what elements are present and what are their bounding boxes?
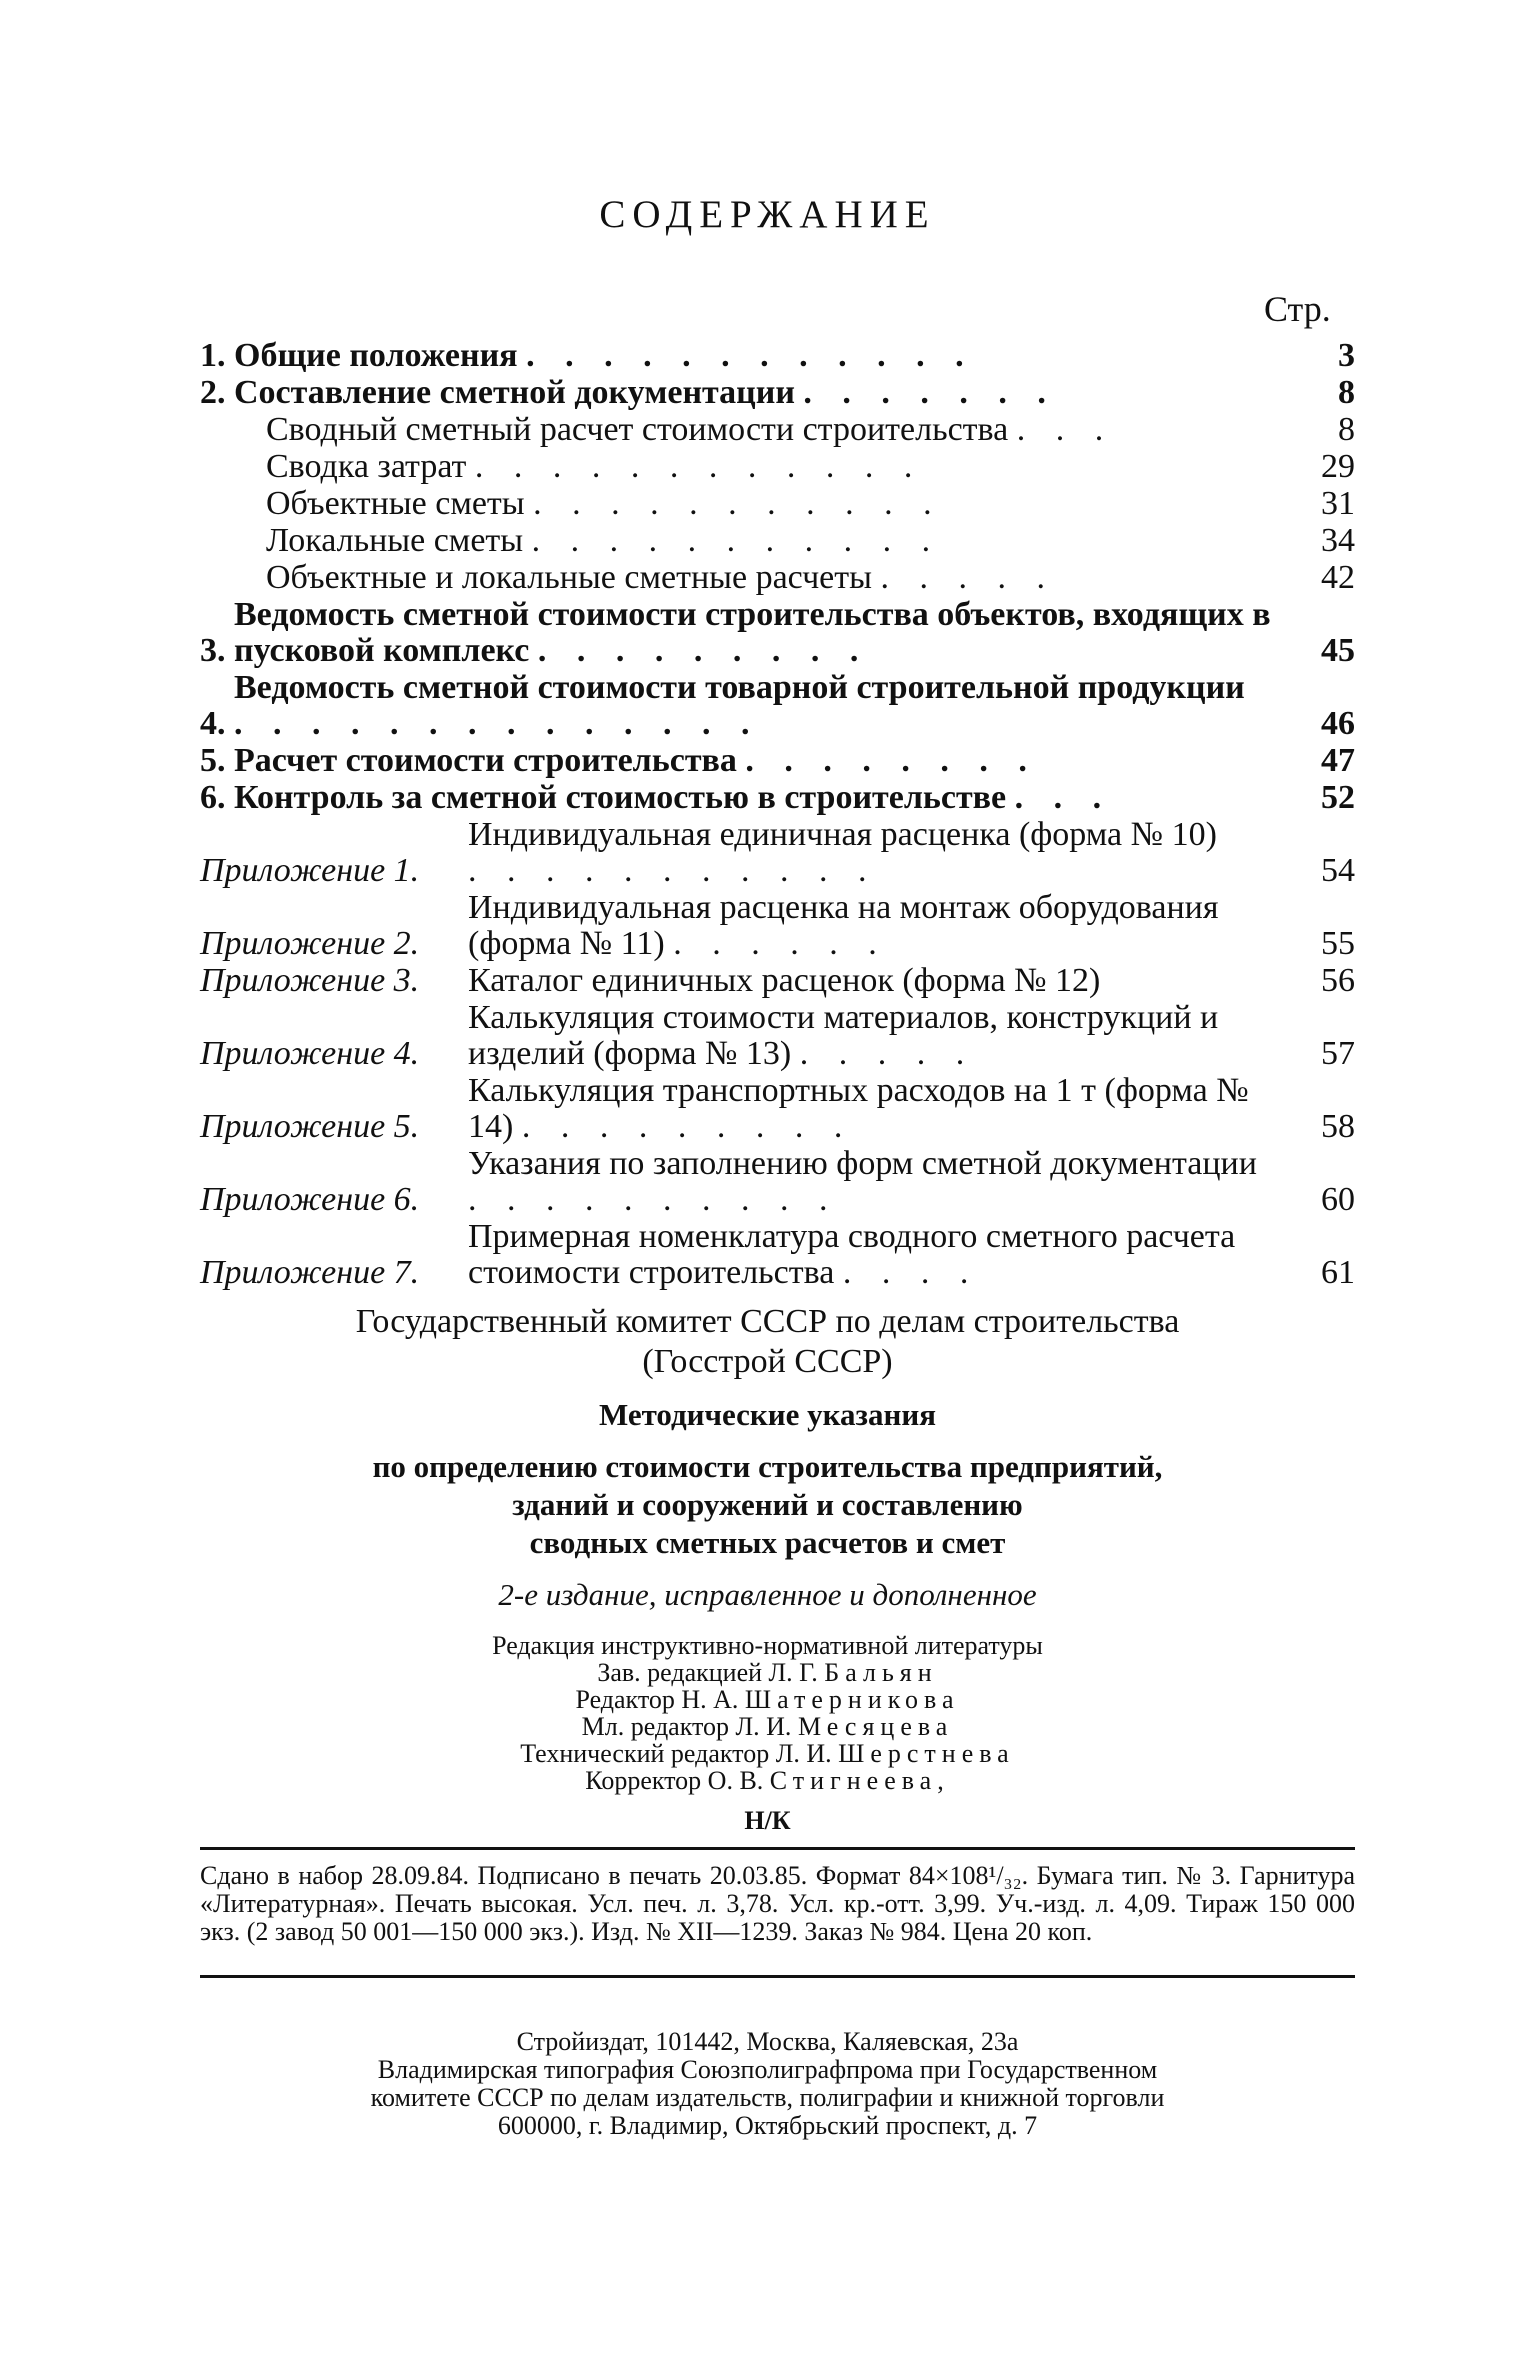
toc-leader-dots: . . . . — [842, 1254, 980, 1291]
toc-entry-text — [234, 780, 1355, 816]
credit-role: Редакция инструктивно-нормативной литературы — [492, 1631, 1043, 1660]
toc-entry-label: Индивидуальная единичная расценка (форма № 10) — [468, 816, 1217, 853]
toc-list — [200, 338, 1355, 1292]
toc-entry-number: 2. — [200, 374, 234, 411]
toc-entry — [200, 338, 1355, 374]
toc-entry-number: Приложение 7. — [200, 1254, 420, 1291]
toc-entry — [200, 1000, 1355, 1072]
toc-entry — [200, 375, 1355, 411]
toc-entry-label: Индивидуальная расценка на монтаж оборудования (форма № 11) — [468, 889, 1219, 962]
book-subtitle: зданий и сооружений и составлению — [512, 1487, 1023, 1522]
toc-entry-text — [200, 486, 1355, 522]
toc-entry-text — [468, 1219, 1355, 1291]
toc-leader-dots: . . . . . . . . . — [537, 632, 870, 669]
toc-entry-label: Калькуляция транспортных расходов на 1 т (форма № 14) — [468, 1072, 1249, 1145]
toc-entry-number: 3. — [200, 632, 234, 669]
toc-entry — [200, 1219, 1355, 1291]
toc-entry-number: Приложение 2. — [200, 925, 420, 962]
toc-entry-text — [234, 743, 1355, 779]
toc-leader-dots: . . . . . — [799, 1035, 976, 1072]
toc-entry-number: Приложение 1. — [200, 852, 420, 889]
toc-entry — [200, 560, 1355, 596]
publisher-line: 600000, г. Владимир, Октябрьский проспект, д. 7 — [497, 2111, 1038, 2140]
toc-entry-label: Указания по заполнению форм сметной документации — [468, 1145, 1257, 1182]
nk-mark: Н/К — [744, 1806, 791, 1835]
toc-entry-page: 55 — [1321, 925, 1355, 962]
toc-entry-page: 42 — [1321, 559, 1355, 596]
toc-leader-dots: . . . — [1016, 411, 1115, 448]
toc-leader-dots: . . . . . . . . . — [521, 1108, 854, 1145]
toc-entry-page: 47 — [1321, 742, 1355, 779]
credit-line — [0, 1686, 1535, 1713]
toc-leader-dots: . . . — [1014, 779, 1113, 816]
toc-leader-dots: . . . . . . . . — [745, 742, 1038, 779]
toc-entry — [200, 449, 1355, 485]
credit-name: Месяцева — [797, 1712, 954, 1741]
toc-entry-page: 58 — [1321, 1108, 1355, 1145]
toc-entry — [200, 670, 1355, 742]
toc-entry-label: Каталог единичных расценок (форма № 12) — [468, 962, 1101, 999]
toc-entry-text — [468, 1146, 1355, 1218]
toc-entry-page: 8 — [1338, 374, 1355, 411]
org-line: (Госстрой СССР) — [642, 1343, 893, 1380]
publisher-line: комитете СССР по делам издательств, полиграфии и книжной торговли — [370, 2083, 1165, 2112]
toc-entry-number: Приложение 5. — [200, 1108, 420, 1145]
toc-entry-page: 45 — [1321, 632, 1355, 669]
toc-entry — [200, 890, 1355, 962]
toc-entry-number: 1. — [200, 337, 234, 374]
toc-entry-number: 5. — [200, 742, 234, 779]
toc-entry-page: 52 — [1321, 779, 1355, 816]
toc-entry-label: Локальные сметы — [266, 522, 524, 559]
toc-entry-text — [468, 963, 1355, 999]
toc-entry-number: 4. — [200, 705, 234, 742]
credit-name: Шерстнева — [838, 1739, 1015, 1768]
toc-entry-text — [234, 597, 1355, 669]
toc-leader-dots: . . . . . . . — [803, 374, 1057, 411]
toc-entry-text — [468, 1073, 1355, 1145]
toc-entry-page: 3 — [1338, 337, 1355, 374]
toc-entry-label: Контроль за сметной стоимостью в строительстве — [234, 779, 1007, 816]
toc-entry-text — [200, 560, 1355, 596]
toc-entry-label: Расчет стоимости строительства — [234, 742, 737, 779]
credit-line — [0, 1740, 1535, 1767]
toc-entry-page: 60 — [1321, 1181, 1355, 1218]
toc-leader-dots: . . . . . . . . . . . — [468, 852, 878, 889]
publisher-line: Стройиздат, 101442, Москва, Каляевская, 23а — [516, 2027, 1019, 2056]
toc-entry-label: Ведомость сметной стоимости товарной строительной продукции — [234, 669, 1245, 706]
toc-entry — [200, 1146, 1355, 1218]
toc-entry — [200, 523, 1355, 559]
credits-block — [0, 1632, 1535, 1794]
credit-line — [0, 1767, 1535, 1794]
toc-entry-page: 8 — [1338, 411, 1355, 448]
toc-entry-text — [468, 817, 1355, 889]
toc-entry-page: 61 — [1321, 1254, 1355, 1291]
toc-leader-dots: . . . . . . . . . . . . — [474, 448, 924, 485]
edition-note: 2-е издание, исправленное и дополненное — [498, 1577, 1037, 1612]
toc-leader-dots: . . . . . . — [673, 925, 888, 962]
toc-entry — [200, 597, 1355, 669]
toc-entry-text — [200, 449, 1355, 485]
credit-name: Шатерникова — [744, 1685, 960, 1714]
toc-entry-label: Общие положения — [234, 337, 518, 374]
toc-leader-dots: . . . . . . . . . . . — [531, 522, 942, 559]
toc-entry-text — [234, 338, 1355, 374]
credit-name: Стигнеева, — [769, 1766, 950, 1795]
toc-entry-number: Приложение 4. — [200, 1035, 420, 1072]
toc-entry-page: 29 — [1321, 448, 1355, 485]
toc-entry-text — [234, 375, 1355, 411]
toc-entry-number: Приложение 6. — [200, 1181, 420, 1218]
toc-entry-page: 34 — [1321, 522, 1355, 559]
toc-entry — [200, 780, 1355, 816]
toc-entry-label: Составление сметной документации — [234, 374, 795, 411]
toc-entry-text — [200, 412, 1355, 448]
toc-entry-label: Объектные сметы — [266, 485, 525, 522]
credit-role: Зав. редакцией Л. Г. — [597, 1658, 818, 1687]
toc-entry-label: Сводка затрат — [266, 448, 467, 485]
toc-entry-text — [468, 1000, 1355, 1072]
toc-entry-text — [468, 890, 1355, 962]
toc-entry — [200, 1073, 1355, 1145]
credit-line — [0, 1713, 1535, 1740]
publisher-line: Владимирская типография Союзполиграфпрома при Государственном — [377, 2055, 1158, 2084]
toc-leader-dots: . . . . . . . . . . . . . . — [234, 705, 761, 742]
credit-role: Корректор О. В. — [585, 1766, 764, 1795]
toc-entry — [200, 486, 1355, 522]
colophon-header — [0, 1302, 1535, 1836]
toc-entry-text — [234, 670, 1355, 742]
credit-line — [0, 1659, 1535, 1686]
toc-entry — [200, 817, 1355, 889]
credit-role: Технический редактор Л. И. — [520, 1739, 832, 1768]
toc-entry-page: 31 — [1321, 485, 1355, 522]
toc-leader-dots: . . . . . . . . . . . — [533, 485, 943, 522]
toc-leader-dots: . . . . . . . . . . . . — [526, 337, 975, 374]
divider — [200, 1847, 1355, 1850]
toc-entry-number: 6. — [200, 779, 234, 816]
book-title: Методические указания — [598, 1397, 937, 1432]
toc-entry-page: 57 — [1321, 1035, 1355, 1072]
divider — [200, 1975, 1355, 1978]
credit-name: Бальян — [824, 1658, 938, 1687]
toc-entry — [200, 743, 1355, 779]
credit-line — [0, 1632, 1535, 1659]
toc-entry-label: Ведомость сметной стоимости строительства объектов, входящих в пусковой комплекс — [234, 596, 1271, 669]
toc-page-column-header: Стр. — [1264, 289, 1331, 329]
credit-role: Мл. редактор Л. И. — [581, 1712, 792, 1741]
book-subtitle: сводных сметных расчетов и смет — [529, 1525, 1006, 1560]
toc-entry-label: Калькуляция стоимости материалов, конструкций и изделий (форма № 13) — [468, 999, 1219, 1072]
toc-entry-label: Примерная номенклатура сводного сметного расчета стоимости строительства — [468, 1218, 1236, 1291]
toc-leader-dots: . . . . . — [880, 559, 1056, 596]
toc-entry-label: Сводный сметный расчет стоимости строительства — [266, 411, 1009, 448]
toc-entry-page: 46 — [1321, 705, 1355, 742]
imprint-text: Сдано в набор 28.09.84. Подписано в печать 20.03.85. Формат 84×108¹/₃₂. Бумага тип. № 3. Гарнитура «Литературная». Печать высокая. Усл. печ. л. 3,78. Усл. кр.-отт. 3,99. Уч.-изд. л. 4,09. Тираж 150 000 экз. (2 завод 50 001—150 000 экз.). Изд. № XII—1239. Заказ № 984. Цена 20 коп. — [200, 1861, 1355, 1946]
publisher-block — [0, 2028, 1535, 2140]
toc-entry-number: Приложение 3. — [200, 962, 420, 999]
toc-entry-page: 54 — [1321, 852, 1355, 889]
toc-entry-text — [200, 523, 1355, 559]
org-line: Государственный комитет СССР по делам строительства — [355, 1303, 1180, 1340]
toc-entry — [200, 412, 1355, 448]
toc-entry — [200, 963, 1355, 999]
credit-role: Редактор Н. А. — [575, 1685, 739, 1714]
toc-entry-label: Объектные и локальные сметные расчеты — [266, 559, 872, 596]
toc-title: СОДЕРЖАНИЕ — [599, 193, 936, 236]
toc-leader-dots: . . . . . . . . . . — [468, 1181, 839, 1218]
book-subtitle: по определению стоимости строительства предприятий, — [372, 1449, 1163, 1484]
toc-entry-page: 56 — [1321, 962, 1355, 999]
